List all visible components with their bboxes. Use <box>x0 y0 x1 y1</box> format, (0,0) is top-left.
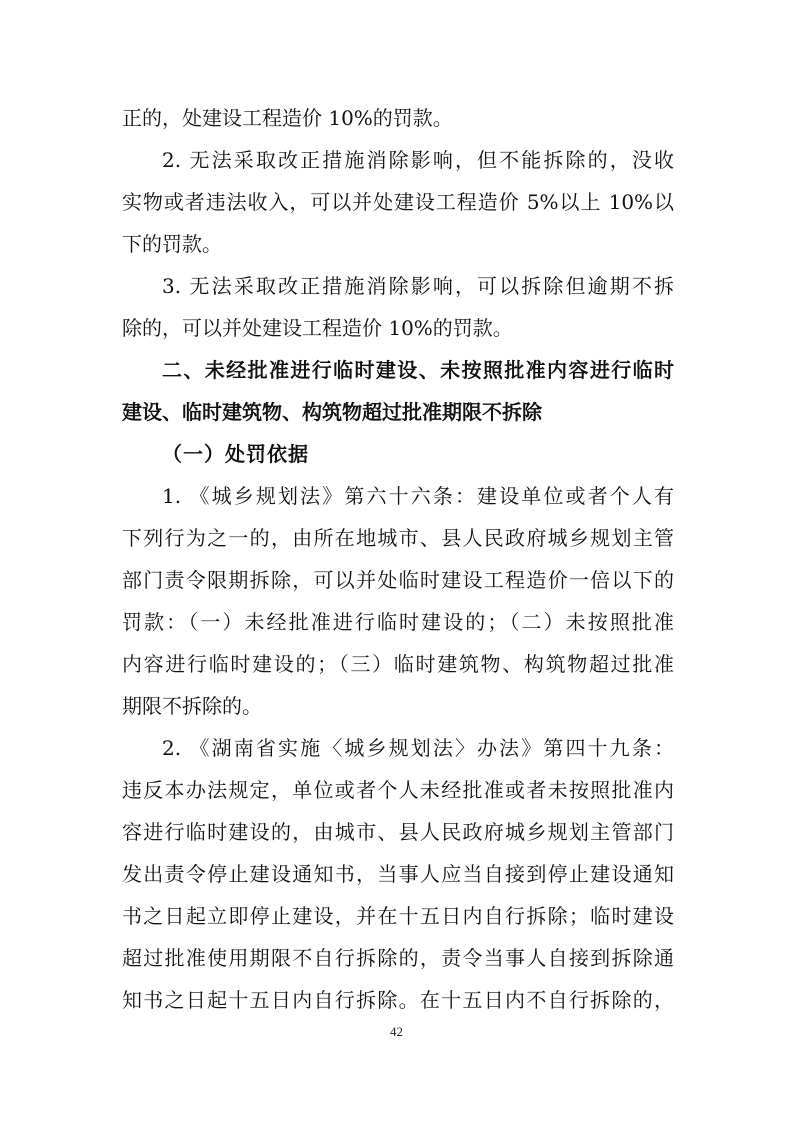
text-line: 下列行为之一的，由所在地城市、县人民政府城乡规划主管 <box>122 526 674 550</box>
text-line: 1. 《城乡规划法》第六十六条：建设单位或者个人有 <box>162 484 674 508</box>
text-line: 部门责令限期拆除，可以并处临时建设工程造价一倍以下的 <box>122 568 674 592</box>
page-number: 42 <box>390 1024 403 1039</box>
section-heading: 建设、临时建筑物、构筑物超过批准期限不拆除 <box>122 400 542 424</box>
section-heading: 二、未经批准进行临时建设、未按照批准内容进行临时 <box>162 358 674 382</box>
text-line: 违反本办法规定，单位或者个人未经批准或者未按照批准内 <box>122 778 674 802</box>
text-line: 发出责令停止建设通知书，当事人应当自接到停止建设通知 <box>122 862 674 886</box>
text-line: 实物或者违法收入，可以并处建设工程造价 5%以上 10%以 <box>122 190 674 214</box>
text-line: 2. 无法采取改正措施消除影响，但不能拆除的，没收 <box>162 148 674 172</box>
text-line: 2. 《湖南省实施〈城乡规划法〉办法》第四十九条： <box>162 736 674 760</box>
text-line: 正的，处建设工程造价 10%的罚款。 <box>122 106 453 130</box>
text-line: 除的，可以并处建设工程造价 10%的罚款。 <box>122 316 513 340</box>
text-line: 书之日起立即停止建设，并在十五日内自行拆除；临时建设 <box>122 904 674 928</box>
subsection-heading: （一）处罚依据 <box>162 442 309 466</box>
text-line: 罚款：（一）未经批准进行临时建设的；（二）未按照批准 <box>122 610 674 634</box>
text-line: 知书之日起十五日内自行拆除。在十五日内不自行拆除的， <box>122 988 674 1012</box>
text-line: 3. 无法采取改正措施消除影响，可以拆除但逾期不拆 <box>162 274 674 298</box>
text-line: 容进行临时建设的，由城市、县人民政府城乡规划主管部门 <box>122 820 674 844</box>
text-line: 超过批准使用期限不自行拆除的，责令当事人自接到拆除通 <box>122 946 674 970</box>
text-line: 下的罚款。 <box>122 232 222 256</box>
text-line: 期限不拆除的。 <box>122 694 262 718</box>
text-line: 内容进行临时建设的；（三）临时建筑物、构筑物超过批准 <box>122 652 674 676</box>
